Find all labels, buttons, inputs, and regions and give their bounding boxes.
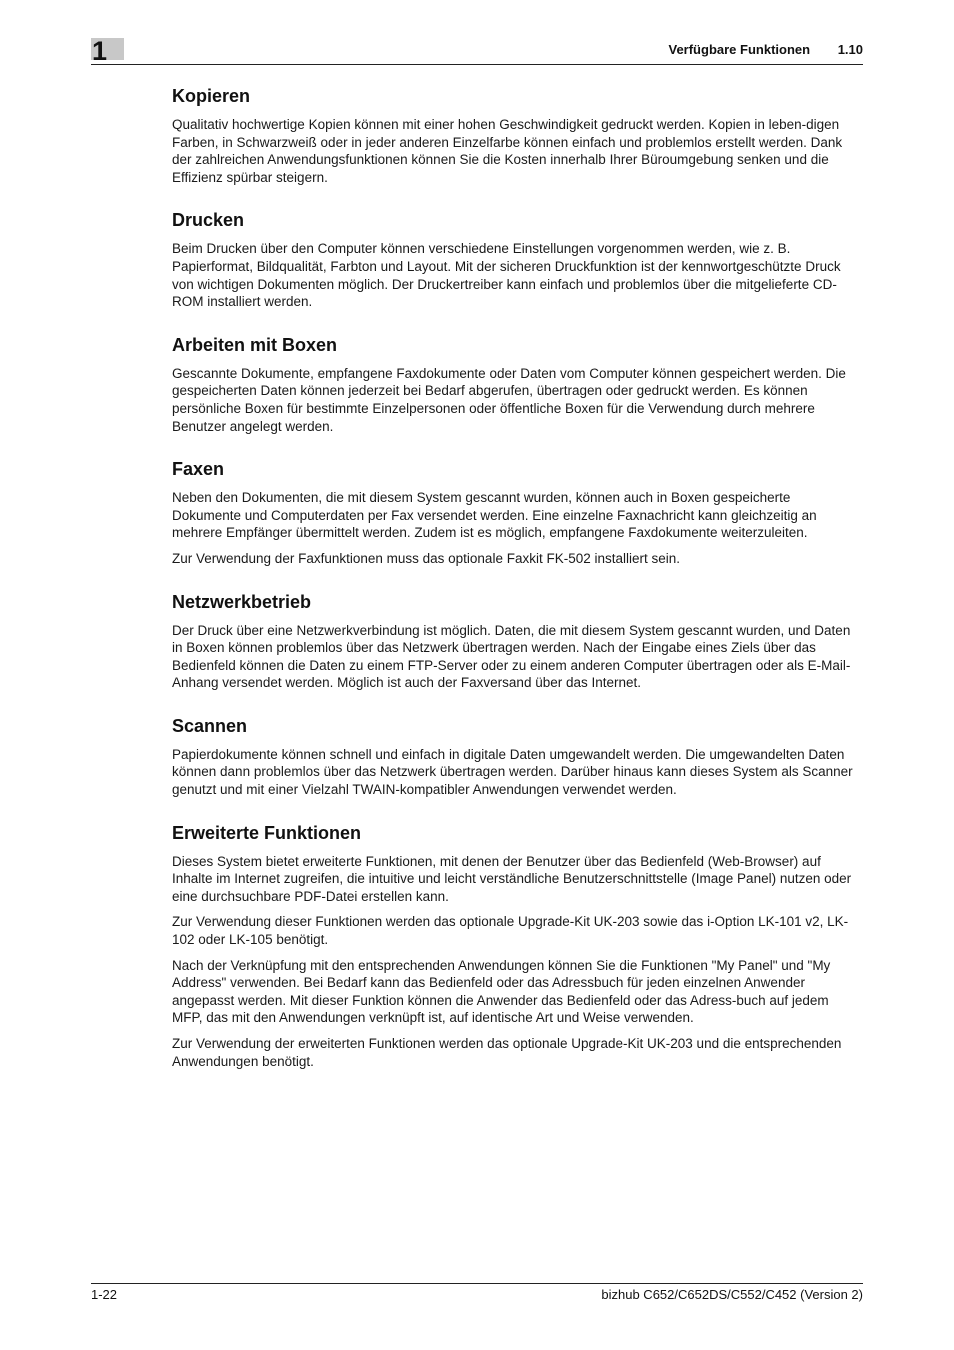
section-title: Faxen <box>172 459 225 480</box>
section-title: Drucken <box>172 210 245 231</box>
section-faxen <box>172 457 862 567</box>
section-scannen <box>172 714 862 799</box>
paragraph: Der Druck über eine Netzwerkverbindung ist möglich. Daten, die mit diesem System gescannt wurden, und Daten in Boxen können problemlos über das Netzwerk übertragen werden. Nach der Eingabe eines Ziels über das Bedienfeld können die Daten zu einem FTP-Server oder zu einem anderen Computer übertragen oder als E-Mail-Anhang versendet werden. Möglich ist auch der Faxversand über das Internet. <box>172 622 851 691</box>
paragraph: Papierdokumente können schnell und einfach in digitale Daten umgewandelt werden. Die umgewandelten Daten können dann problemlos über das Netzwerk übertragen werden. Darüber hinaus kann dieses System als Scanner genutzt und mit einer Vielzahl TWAIN-kompatibler Anwendungen verwendet werden. <box>172 746 853 798</box>
section-netzwerkbetrieb <box>172 590 862 692</box>
section-title: Kopieren <box>172 86 251 106</box>
paragraph: Dieses System bietet erweiterte Funktionen, mit denen der Benutzer über das Bedienfeld (Web-Browser) auf Inhalte im Internet zugreifen, die intuitive und leicht verständliche Benutzerschnittstelle (Image Panel) nutzen oder eine durchsuchbare PDF-Datei erstellen kann. <box>172 853 852 904</box>
page-number: 1-22 <box>91 1287 118 1302</box>
paragraph: Beim Drucken über den Computer können verschiedene Einstellungen vorgenommen werden, wie z. B. Papierformat, Bildqualität, Farbton und Layout. Mit der sicheren Druckfunktion ist der kennwortgeschützte Druck von wichtigen Dokumenten möglich. Der Druckertreiber kann einfach und problemlos über die mitgelieferte CD-ROM installiert werden. <box>172 241 841 310</box>
section-title: Netzwerkbetrieb <box>172 591 312 612</box>
section-title: Erweiterte Funktionen <box>172 822 362 843</box>
section-kopieren <box>172 84 862 186</box>
footer-rule <box>91 1283 863 1284</box>
header-section-title: Verfügbare Funktionen <box>668 42 811 57</box>
paragraph: Neben den Dokumenten, die mit diesem System gescannt wurden, können auch in Boxen gespeicherte Dokumente und Computerdaten per Fax versendet werden. Eine einzelne Faxnachricht kann gleichzeitig an mehrere Empfänger übermittelt werden. Zudem ist es möglich, empfangene Faxdokumente weiterzuleiten. <box>172 490 817 541</box>
paragraph: Zur Verwendung der erweiterten Funktionen werden das optionale Upgrade-Kit UK-203 und die entsprechenden Anwendungen benötigt. <box>172 1036 842 1069</box>
header-section-number: 1.10 <box>837 42 863 57</box>
header-rule <box>91 64 863 65</box>
paragraph: Zur Verwendung dieser Funktionen werden das optionale Upgrade-Kit UK-203 sowie das i-Option LK-101 v2, LK-102 oder LK-105 benötigt. <box>172 914 849 948</box>
section-title: Scannen <box>172 715 248 736</box>
section-title: Arbeiten mit Boxen <box>172 334 338 355</box>
product-name: bizhub C652/C652DS/C552/C452 (Version 2) <box>601 1287 863 1302</box>
paragraph: Zur Verwendung der Faxfunktionen muss das optionale Faxkit FK-502 installiert sein. <box>172 550 681 566</box>
running-header <box>668 42 863 57</box>
section-drucken <box>172 208 862 310</box>
section-erweiterte-funktionen <box>172 821 862 1071</box>
chapter-number: 1 <box>92 36 108 66</box>
section-arbeiten-mit-boxen <box>172 333 862 435</box>
paragraph: Nach der Verknüpfung mit den entsprechenden Anwendungen können Sie die Funktionen "My Panel" und "My Address" verwenden. Bei Bedarf kann das Bedienfeld oder das Adressbuch für jeden einzelnen Anwender angepasst werden. Mit dieser Funktion können die Anwender das Bedienfeld oder das Adress-buch auf jedem MFP, das mit den Anwendungen verknüpft ist, auf identische Art und Weise verwenden. <box>172 957 831 1026</box>
paragraph: Gescannte Dokumente, empfangene Faxdokumente oder Daten vom Computer können gespeichert werden. Die gespeicherten Daten können jederzeit bei Bedarf abgerufen, übertragen oder gedruckt werden. Es können persönliche Boxen für bestimmte Einzelpersonen oder öffentliche Boxen für die Verwendung durch mehrere Benutzer angelegt werden. <box>172 365 846 434</box>
paragraph: Qualitativ hochwertige Kopien können mit einer hohen Geschwindigkeit gedruckt werden. Kopien in leben-digen Farben, in Schwarzweiß oder in jeder anderen Einzelfarbe können einfach und problemlos erstellt werden. Dank der zahlreichen Anwendungsfunktionen können Sie die Kosten innerhalb Ihrer Büroumgebung senken und die Effizienz spürbar steigern. <box>172 117 843 185</box>
main-content <box>172 84 862 1092</box>
